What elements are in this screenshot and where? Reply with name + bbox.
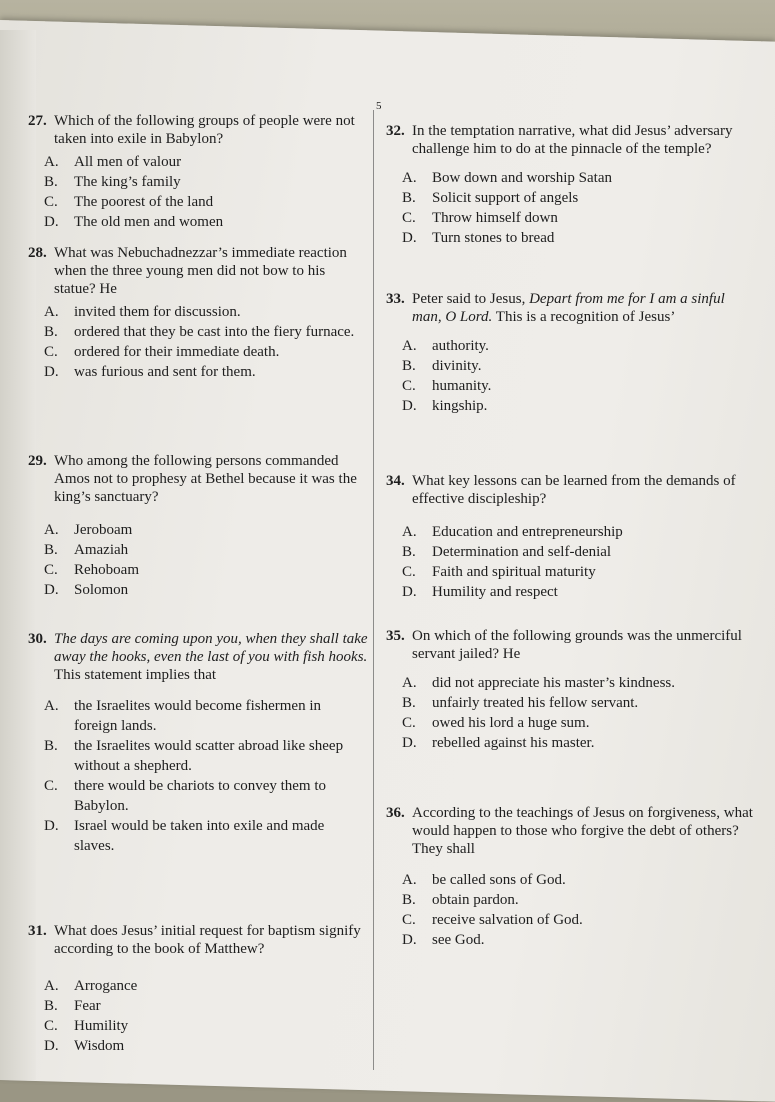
option-b[interactable]: B. Amaziah: [44, 542, 129, 558]
options-list: [28, 976, 368, 1056]
option-c[interactable]: C. receive salvation of God.: [402, 912, 583, 928]
option-c[interactable]: C. owed his lord a huge sum.: [402, 715, 590, 731]
question-stem: Who among the following persons commanded Amos not to prophesy at Bethel because it was the king’s sanctuary?: [54, 453, 357, 505]
question-number: 33.: [386, 291, 405, 307]
option-c[interactable]: C. humanity.: [402, 378, 492, 394]
option-d[interactable]: D. kingship.: [402, 398, 488, 414]
option-b[interactable]: B. obtain pardon.: [402, 892, 519, 908]
question-number: 32.: [386, 123, 405, 139]
question-number: 36.: [386, 805, 405, 821]
question-stem: What was Nebuchadnezzar’s immediate reaction when the three young men did not bow to his statue? He: [54, 245, 347, 297]
options-list: [28, 520, 368, 600]
option-d[interactable]: D. Turn stones to bread: [402, 230, 555, 246]
question-32: [386, 122, 756, 248]
option-a[interactable]: A. did not appreciate his master’s kindness.: [402, 675, 676, 691]
option-a[interactable]: A. authority.: [402, 338, 489, 354]
options-list: [386, 168, 756, 248]
question-number: 28.: [28, 245, 47, 261]
option-a[interactable]: A. be called sons of God.: [402, 872, 566, 888]
option-b[interactable]: B. Solicit support of angels: [402, 190, 579, 206]
question-stem: What key lessons can be learned from the demands of effective discipleship?: [412, 473, 736, 507]
page-number: 5: [376, 100, 382, 112]
question-33: [386, 290, 756, 416]
option-a[interactable]: A. invited them for discussion.: [44, 304, 241, 320]
question-stem: The days are coming upon you, when they shall take away the hooks, even the last of you with fish hooks. This statement implies that: [54, 631, 368, 683]
question-36: [386, 804, 756, 950]
question-29: [28, 452, 368, 600]
option-d[interactable]: D. Humility and respect: [402, 584, 558, 600]
question-number: 35.: [386, 628, 405, 644]
option-a[interactable]: A. Arrogance: [44, 978, 138, 994]
options-list: [386, 522, 756, 602]
option-a[interactable]: A. Jeroboam: [44, 522, 133, 538]
option-d[interactable]: D. was furious and sent for them.: [44, 364, 256, 380]
option-c[interactable]: C. Faith and spiritual maturity: [402, 564, 596, 580]
option-b[interactable]: B. the Israelites would scatter abroad like sheep without a shepherd.: [44, 738, 344, 774]
question-28: [28, 244, 368, 382]
option-a[interactable]: A. Education and entrepreneurship: [402, 524, 623, 540]
option-d[interactable]: D. Israel would be taken into exile and made slaves.: [44, 818, 325, 854]
option-c[interactable]: C. Humility: [44, 1018, 129, 1034]
option-b[interactable]: B. ordered that they be cast into the fiery furnace.: [44, 324, 355, 340]
question-27: [28, 112, 368, 232]
option-d[interactable]: D. Wisdom: [44, 1038, 125, 1054]
option-d[interactable]: D. Solomon: [44, 582, 129, 598]
question-stem: Which of the following groups of people were not taken into exile in Babylon?: [54, 113, 355, 147]
question-stem: According to the teachings of Jesus on forgiveness, what would happen to those who forgive the debt of others? They shall: [412, 805, 753, 857]
option-b[interactable]: B. divinity.: [402, 358, 482, 374]
option-b[interactable]: B. Fear: [44, 998, 101, 1014]
options-list: [386, 673, 756, 753]
question-number: 27.: [28, 113, 47, 129]
option-b[interactable]: B. Determination and self-denial: [402, 544, 612, 560]
question-number: 30.: [28, 631, 47, 647]
option-c[interactable]: C. there would be chariots to convey them to Babylon.: [44, 778, 327, 814]
question-34: [386, 472, 756, 602]
question-number: 34.: [386, 473, 405, 489]
question-number: 29.: [28, 453, 47, 469]
option-c[interactable]: C. ordered for their immediate death.: [44, 344, 280, 360]
question-stem: Peter said to Jesus, Depart from me for I am a sinful man, O Lord. This is a recognition of Jesus’: [412, 291, 725, 325]
option-c[interactable]: C. Throw himself down: [402, 210, 558, 226]
options-list: [386, 336, 756, 416]
column-divider: [373, 110, 374, 1070]
option-d[interactable]: D. see God.: [402, 932, 485, 948]
options-list: [28, 152, 368, 232]
question-stem: In the temptation narrative, what did Jesus’ adversary challenge him to do at the pinnacle of the temple?: [412, 123, 733, 157]
options-list: [386, 870, 756, 950]
option-c[interactable]: C. The poorest of the land: [44, 194, 214, 210]
options-list: [28, 696, 368, 856]
option-a[interactable]: A. Bow down and worship Satan: [402, 170, 612, 186]
option-a[interactable]: A. the Israelites would become fishermen in foreign lands.: [44, 698, 322, 734]
question-30: [28, 630, 368, 856]
option-b[interactable]: B. unfairly treated his fellow servant.: [402, 695, 639, 711]
question-number: 31.: [28, 923, 47, 939]
question-stem: What does Jesus’ initial request for baptism signify according to the book of Matthew?: [54, 923, 361, 957]
question-stem: On which of the following grounds was the unmerciful servant jailed? He: [412, 628, 742, 662]
option-d[interactable]: D. The old men and women: [44, 214, 224, 230]
option-c[interactable]: C. Rehoboam: [44, 562, 139, 578]
option-a[interactable]: A. All men of valour: [44, 154, 182, 170]
options-list: [28, 302, 368, 382]
question-31: [28, 922, 368, 1056]
option-d[interactable]: D. rebelled against his master.: [402, 735, 595, 751]
question-35: [386, 627, 756, 753]
option-b[interactable]: B. The king’s family: [44, 174, 181, 190]
